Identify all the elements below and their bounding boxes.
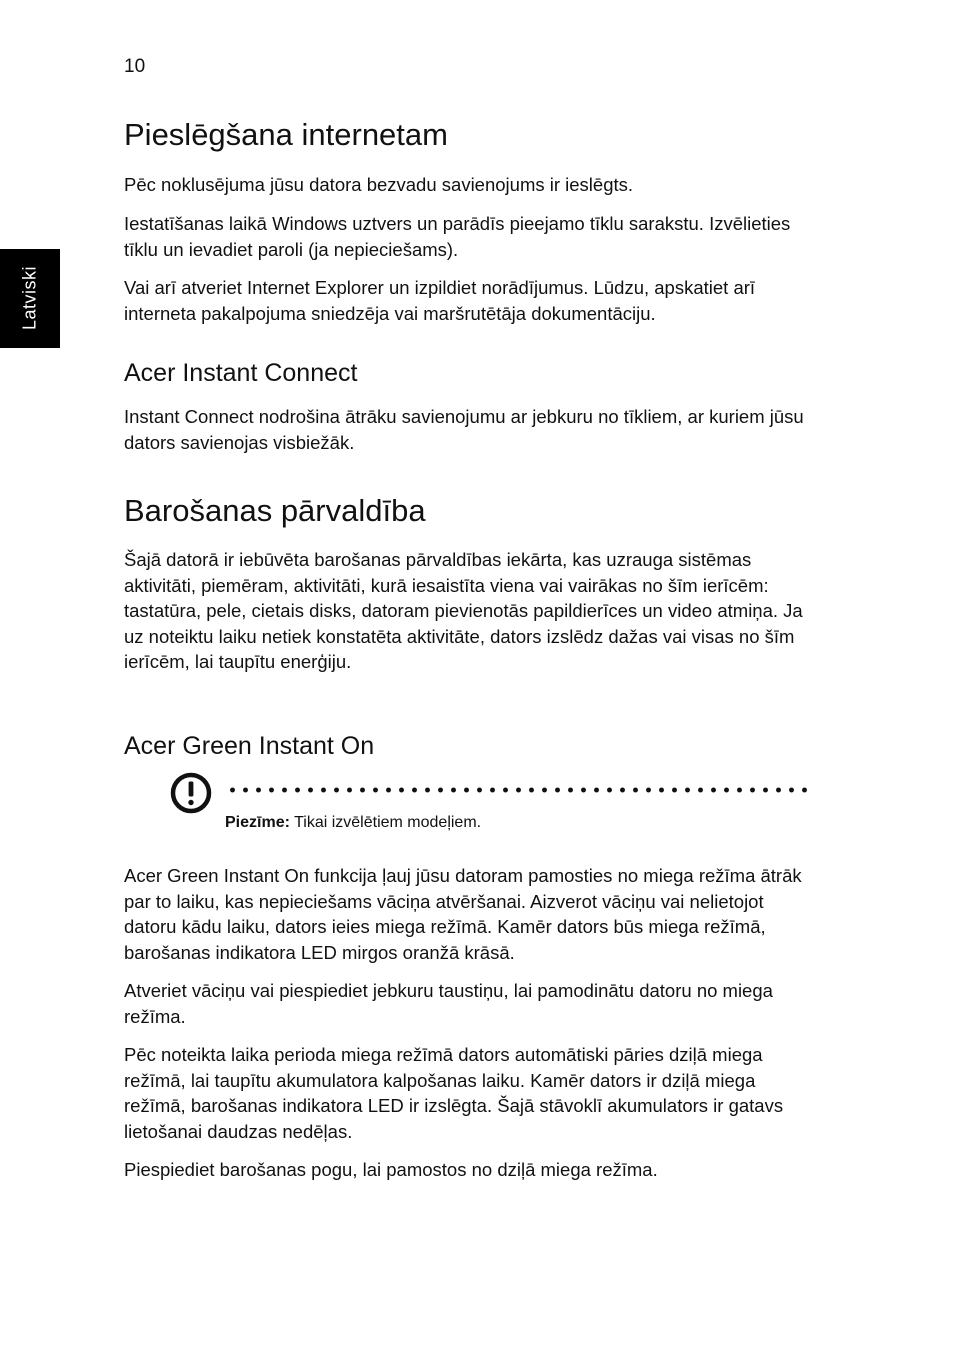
- section-title-green-instant-on: Acer Green Instant On: [124, 732, 375, 760]
- section-title-internet: Pieslēgšana internetam: [124, 117, 448, 152]
- language-side-tab: [0, 249, 60, 348]
- note: [225, 813, 481, 833]
- green-paragraph-1: Acer Green Instant On funkcija ļauj jūsu datoram pamosties no miega režīma ātrāk par to laiku, kas nepieciešams vāciņa atvēršanai. Aizverot vāciņu vai nelietojot datoru kādu laiku, dators ieies miega režīmā. Kamēr dators būs miega režīmā, barošanas indikatora LED mirgos oranžā krāsā.: [124, 865, 802, 963]
- page-number: 10: [124, 56, 146, 77]
- note-divider: [226, 787, 810, 793]
- internet-paragraph-1: Pēc noklusējuma jūsu datora bezvadu savienojums ir ieslēgts.: [124, 174, 634, 195]
- power-paragraph-1: Šajā datorā ir iebūvēta barošanas pārvaldības iekārta, kas uzrauga sistēmas aktivitāti, piemēram, aktivitāti, kurā iesaistīta viena vai vairākas no šīm ierīcēm: tastatūra, pele, cietais disks, datoram pievienotās papildierīces un video atmiņa. Ja uz noteiktu laiku netiek konstatēta aktivitāte, dators izslēdz dažas vai visas no šīm ierīcēm, lai taupītu enerģiju.: [124, 549, 803, 672]
- green-paragraph-2: Atveriet vāciņu vai piespiediet jebkuru taustiņu, lai pamodinātu datoru no miega režīma.: [124, 980, 773, 1027]
- section-title-power: Barošanas pārvaldība: [124, 493, 426, 528]
- note-label: Piezīme:: [225, 814, 290, 831]
- note-text: Tikai izvēlētiem modeļiem.: [289, 814, 482, 831]
- exclamation-icon: [170, 772, 212, 814]
- language-side-tab-label: Latviski: [19, 265, 40, 331]
- green-paragraph-4: Piespiediet barošanas pogu, lai pamostos no dziļā miega režīma.: [124, 1159, 658, 1180]
- instant-connect-paragraph-1: Instant Connect nodrošina ātrāku savienojumu ar jebkuru no tīkliem, ar kuriem jūsu dators savienojas visbiežāk.: [124, 406, 804, 453]
- section-title-instant-connect: Acer Instant Connect: [124, 359, 358, 387]
- internet-paragraph-2: Iestatīšanas laikā Windows uztvers un parādīs pieejamo tīklu sarakstu. Izvēlieties tīklu un ievadiet paroli (ja nepieciešams).: [124, 213, 791, 260]
- green-paragraph-3: Pēc noteikta laika perioda miega režīmā dators automātiski pāries dziļā miega režīmā, lai taupītu akumulatora kalpošanas laiku. Kamēr dators ir dziļā miega režīmā, barošanas indikatora LED ir izslēgta. Šajā stāvoklī akumulators ir gatavs lietošanai daudzas nedēļas.: [124, 1044, 784, 1142]
- internet-paragraph-3: Vai arī atveriet Internet Explorer un izpildiet norādījumus. Lūdzu, apskatiet arī interneta pakalpojuma sniedzēja vai maršrutētāja dokumentāciju.: [124, 277, 756, 324]
